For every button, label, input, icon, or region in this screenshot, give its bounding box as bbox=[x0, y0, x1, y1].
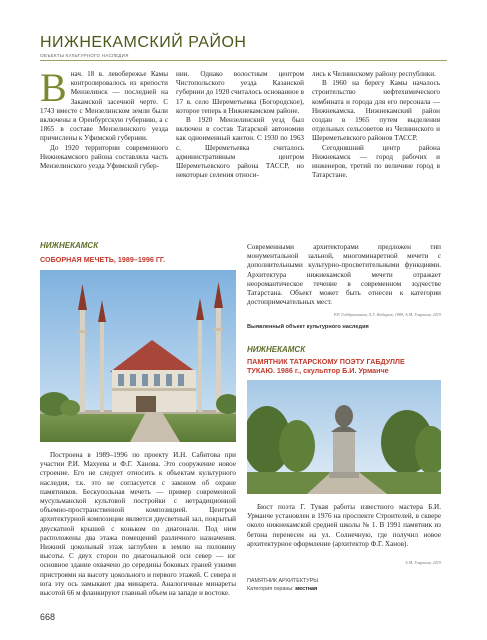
header-divider bbox=[40, 60, 447, 61]
mosque-body-text: Построена в 1989–1996 по проекту И.Н. Сабитова при участии Р.И. Махуева и Ф.Г. Ханова. Это сооружение новое строение. Его не следует относить к объектам культурного наследия, т.к. это не согласуется с законом об охране памятников. Бескупольная мечеть — пример современной мусульманской культовой постройки с нетрадиционной объемно-пространственной композицией. Центром архитектурной композиции является двусветный зал, покрытый двускатной крышей с коньком по диагонали. Под ним расположены два этажа помещений различного назначения. Нижний цокольный этаж заглублен в землю на половину высоты. С двух сторон по диагональной оси север — юг основное здание охвачено до середины боковых граней узкими пристроями на высоту цокольного и первого этажей. С севера и юга эту ось замыкают два минарета. Аналогичные минареты высотой 66 м фланкируют главный объем на западе и востоке. bbox=[40, 451, 236, 598]
intro-paragraph: В 1960 на берегу Камы началось строительство нефтехимического комбината и города для его персонала — Нижнекамска. Нижнекамский район создан в 1965 путем выделения отдельных сельсоветов из Челнинского и Шереметьевского районов ТАССР. bbox=[312, 79, 440, 143]
intro-paragraph: Сегодняшний центр района Нижнекамск — город рабочих и инженеров, третий по величине город в Татарстане. bbox=[312, 143, 440, 180]
section-title-monument bbox=[247, 357, 447, 375]
mosque-description-right: Современными архитекторами предложен тип монументальной зальной, многоминаретной мечети с дополнительными культурно-просветительными функциями. Архитектура нижнекамской мечети отражает неоромантическое течение в современном зодчестве Татарстана. Объект может быть отнесен к категории достопримечательных мест. bbox=[247, 243, 441, 307]
drop-cap: В bbox=[40, 65, 67, 110]
section-label-monument: НИЖНЕКАМСК bbox=[247, 345, 306, 354]
intro-paragraph: До 1920 территории современного Нижнекамского района составляла часть Мензелинского уезда Уфимской губер- bbox=[40, 143, 168, 171]
mosque-illustration bbox=[40, 270, 236, 442]
intro-column-2 bbox=[176, 70, 304, 180]
intro-paragraph: лись к Челнинскому району республики. bbox=[312, 70, 436, 78]
monument-title-line2-rest: . 1986 г., скульптор Б.И. Урманче bbox=[272, 366, 389, 375]
monument-category bbox=[247, 586, 317, 592]
monument-illustration bbox=[247, 380, 441, 494]
mosque-heritage-status: Выявленный объект культурного наследия bbox=[247, 324, 369, 330]
intro-column-1 bbox=[40, 65, 168, 171]
category-label: Категория охраны: bbox=[247, 586, 294, 592]
monument-photo bbox=[247, 380, 441, 494]
monument-photo-credit: А.М. Гаврилов, 2019 bbox=[405, 560, 441, 565]
intro-paragraph: нии. Однако волостным центром Чистопольского уезда Казанской губернии до 1920 считалось основанное в 17 в. село Шереметьевка (Богородское), которое теперь в Нижнекамском районе. bbox=[176, 70, 304, 115]
section-title-mosque: СОБОРНАЯ МЕЧЕТЬ, 1989–1996 ГГ. bbox=[40, 255, 166, 264]
intro-paragraph: В 1920 Мензелинский уезд был включен в состав Татарской автономии как одноименный кантон. С 1930 по 1963 с. Шереметьевка считалось административным центром Шереметьевского района ТАССР, но некоторые селения относи- bbox=[176, 116, 304, 180]
page-subtitle: ОБЪЕКТЫ КУЛЬТУРНОГО НАСЛЕДИЯ bbox=[40, 53, 129, 58]
monument-body-text: Бюст поэта Г. Тукая работы известного мастера Б.И. Урманче установлен в 1976 на проспекте Строителей, в сквере около нижнекамской средней школы № 1. В 1991 памятник из бетона перенесен на ул. Солнечную, где получил новое архитектурное оформление (архитектор Ф.Г. Ханов). bbox=[247, 503, 441, 548]
monument-title-line1: ПАМЯТНИК ТАТАРСКОМУ ПОЭТУ ГАБДУЛЛЕ bbox=[247, 357, 405, 366]
mosque-photo-credit: Р.Р. Габдрахманов, Х.Г. Надыров, 1989, А.М. Гаврилов, 2019 bbox=[333, 312, 441, 317]
category-value: местная bbox=[295, 586, 318, 592]
monument-title-line2-caps: ТУКАЮ bbox=[247, 366, 273, 375]
mosque-photo bbox=[40, 270, 236, 442]
intro-paragraph: нач. 18 в. левобережье Камы контролировалось из крепости Мензелинск — последней на Закамской засечной черте. С 1743 вместе с Мензелинском земли были включены в Оренбургскую губернию, а с 1865 в составе Мензелинского уезда причислены к Уфимской губернии. bbox=[40, 70, 168, 143]
page-number: 668 bbox=[40, 612, 56, 622]
section-label-mosque: НИЖНЕКАМСК bbox=[40, 241, 99, 250]
page-title: НИЖНЕКАМСКИЙ РАЙОН bbox=[40, 34, 247, 51]
monument-type: ПАМЯТНИК АРХИТЕКТУРЫ bbox=[247, 578, 319, 584]
intro-column-3 bbox=[312, 70, 440, 180]
